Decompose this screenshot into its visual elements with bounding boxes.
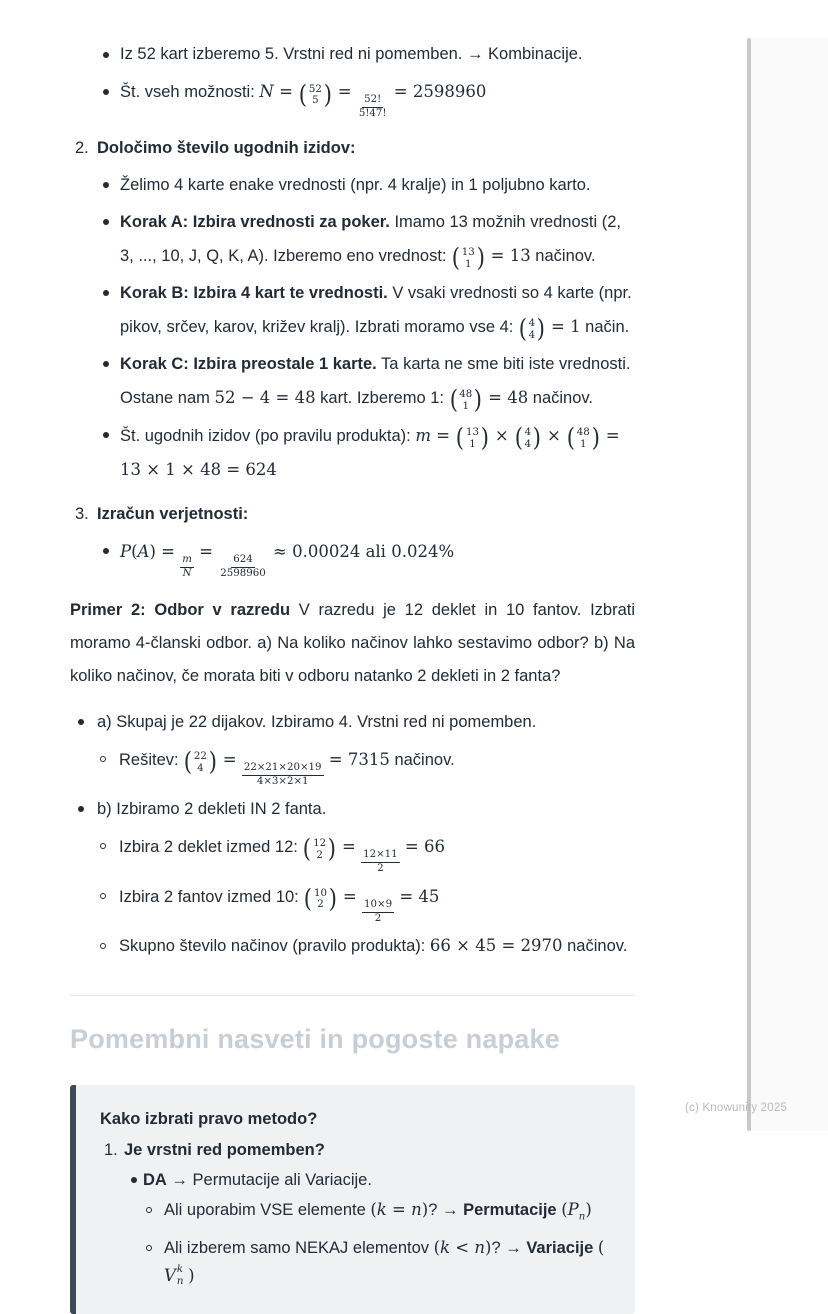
circle-list (97, 743, 635, 789)
watermark: (c) Knowunity 2025 (685, 1102, 788, 1114)
item-number: 1. (104, 1141, 118, 1160)
bullet-icon (103, 182, 109, 188)
list-item-content (120, 348, 635, 415)
list-item (70, 706, 635, 789)
math-roman: ) (485, 1237, 492, 1257)
math-expression (188, 1266, 194, 1285)
paragraph (70, 594, 635, 693)
math-roman: ( (561, 1200, 568, 1220)
binomial-bottom: 4 (528, 329, 536, 341)
math-roman: ( (597, 1237, 605, 1257)
numbered-item (100, 1136, 609, 1289)
fraction-numerator: 10×9 (362, 899, 394, 913)
list-item (70, 169, 635, 202)
bullet-list (70, 706, 635, 964)
list-item (70, 348, 635, 415)
list-item-content (120, 535, 635, 581)
callout-box (70, 1085, 635, 1313)
math-var-supsub (164, 1262, 184, 1290)
section-divider (70, 995, 635, 996)
numbered-item-children (70, 535, 635, 581)
list-item (97, 743, 635, 789)
text-run: Skupno število načinov (pravilo produkta): (119, 937, 430, 956)
math-roman: = 13 × 1 × 48 = 624 (120, 425, 620, 479)
numbered-item (70, 498, 635, 581)
binomial-top: 48 (576, 427, 590, 439)
numbered-item-children (100, 1166, 609, 1289)
binomial-top: 13 (461, 247, 475, 259)
math-roman: = (336, 836, 362, 856)
subscript: n (176, 1275, 184, 1287)
paren-close: ) (536, 314, 546, 344)
binomial-top: 13 (465, 427, 479, 439)
text-run: a) Skupaj je 22 dijakov. Izbiramo 4. Vrstni red ni pomemben. (97, 712, 537, 731)
math-roman: 52 − 4 = 48 (214, 387, 316, 407)
math-variable: V (164, 1265, 176, 1285)
bold-text: Permutacije (463, 1201, 557, 1220)
math-roman: = 7315 (323, 749, 390, 769)
binomial-stack (465, 427, 480, 450)
math-roman: ) = (149, 541, 181, 561)
bold-text: Variacije (526, 1238, 594, 1257)
text-run: Rešitev: (119, 750, 184, 769)
fraction-denominator: 5!47! (358, 108, 387, 120)
scrollbar-thumb[interactable] (747, 38, 751, 1131)
list-item (100, 1166, 609, 1289)
math-roman: = (217, 749, 242, 769)
binomial-top: 52 (308, 83, 322, 95)
binomial-stack (313, 888, 328, 911)
fraction-denominator: 2 (377, 862, 384, 874)
bullet-list (70, 38, 635, 121)
math-roman: 66 × 45 = 2970 (429, 936, 563, 956)
paren-open: ( (514, 423, 523, 453)
list-item-content (143, 1166, 609, 1289)
math-expression (518, 314, 581, 344)
subscript: n (578, 1211, 586, 1223)
math-roman: ( (370, 1200, 377, 1220)
list-item (97, 830, 635, 876)
math-variable: k (440, 1237, 451, 1257)
math-roman: ( (433, 1237, 441, 1257)
superscript: k (176, 1263, 184, 1275)
binomial-top: 10 (314, 888, 328, 900)
fraction (242, 762, 324, 789)
fraction (361, 849, 400, 876)
binomial-top: 4 (528, 318, 536, 330)
math-expression (370, 1200, 428, 1219)
binomial-stack (458, 389, 473, 412)
bullet-icon (103, 219, 109, 225)
list-item-content (119, 743, 635, 789)
list-item-content (120, 75, 635, 121)
fraction-numerator: 12×11 (361, 849, 400, 863)
fraction (362, 899, 394, 926)
list-item-content (120, 206, 635, 273)
list-item (70, 793, 635, 964)
binomial-top: 4 (524, 427, 532, 439)
binomial-top: 48 (459, 389, 473, 401)
paren-open: ( (449, 385, 458, 415)
bullet-icon (103, 290, 109, 296)
paren-close: ) (532, 423, 542, 453)
fraction-denominator: 2 (374, 912, 382, 924)
bullet-icon (131, 1177, 137, 1183)
paren-close: ) (591, 423, 600, 453)
binomial-coefficient (302, 834, 337, 864)
binomial-coefficient (518, 314, 546, 344)
paren-close: ) (208, 747, 217, 777)
binomial-bottom: 1 (580, 438, 587, 450)
paren-open: ( (304, 884, 313, 914)
math-expression (430, 936, 563, 955)
math-variable: n (474, 1237, 486, 1257)
binomial-stack (528, 318, 537, 341)
math-roman: = (431, 425, 456, 445)
list-item (70, 277, 635, 344)
math-expression (449, 385, 529, 415)
list-item (70, 38, 635, 71)
bullet-icon (103, 89, 109, 95)
binomial-stack (308, 84, 323, 107)
circle-icon (100, 843, 106, 849)
fraction (218, 554, 268, 581)
binomial-bottom: 5 (312, 94, 319, 106)
bullet-icon (103, 548, 109, 554)
item-number: 3. (75, 504, 89, 523)
text-run: ? → (491, 1238, 527, 1257)
list-item-content (119, 830, 635, 876)
math-roman: ) (421, 1200, 429, 1220)
circle-list (143, 1196, 609, 1289)
circle-icon (146, 1245, 152, 1251)
math-roman: ) (188, 1265, 195, 1285)
text-run: Želimo 4 karte enake vrednosti (npr. 4 kralje) in 1 poljubno karto. (120, 175, 591, 194)
math-expression (120, 541, 455, 579)
bold-text: Korak A: Izbira vrednosti za poker. (120, 212, 390, 231)
text-run: načinov. (562, 937, 628, 956)
text-run: Imamo 13 možnih vrednosti (2, 3, ..., 10, J, Q, K, A). Izberemo eno vrednost: (120, 212, 621, 265)
circle-icon (146, 1207, 152, 1213)
bullet-list (70, 169, 635, 487)
item-number: 2. (75, 138, 89, 157)
paren-close: ) (476, 243, 485, 273)
paren-open: ( (303, 834, 312, 864)
text-run: Ali uporabim VSE elemente (164, 1201, 371, 1220)
math-roman: = (273, 82, 299, 101)
math-roman: × (541, 425, 567, 445)
paren-open: ( (298, 79, 308, 109)
binomial-stack (193, 751, 208, 774)
binomial-coefficient (303, 884, 337, 914)
bold-text: Kako izbrati pravo metodo? (100, 1110, 318, 1129)
bullet-icon (78, 806, 84, 812)
math-roman: = (193, 541, 219, 561)
list-item-content (120, 38, 635, 71)
math-roman: < (450, 1237, 475, 1257)
paren-open: ( (451, 243, 461, 273)
binomial-coefficient (566, 423, 600, 453)
math-variable: N (259, 82, 274, 101)
list-item (143, 1196, 609, 1231)
fraction-denominator: N (182, 567, 192, 579)
math-expression (303, 884, 440, 924)
numbered-item-row (70, 498, 635, 531)
math-roman: = 13 (485, 245, 531, 265)
list-item-content (120, 277, 635, 344)
bold-text: Korak B: Izbira 4 kart te vrednosti. (120, 283, 388, 302)
list-item-content (119, 880, 635, 926)
paren-close: ) (480, 423, 489, 453)
binomial-bottom: 1 (462, 400, 469, 412)
list-item (70, 419, 635, 487)
fraction-denominator: 2598960 (220, 567, 266, 579)
math-roman: = (332, 82, 357, 101)
binomial-stack (312, 838, 327, 861)
math-expression (561, 1200, 592, 1223)
fraction-denominator: 4×3×2×1 (256, 775, 309, 787)
fraction-numerator: m (180, 554, 194, 568)
binomial-top: 12 (313, 838, 327, 850)
page-gutter (751, 38, 828, 1131)
math-variable: k (376, 1200, 387, 1220)
paren-open: ( (566, 423, 576, 453)
bullet-list (70, 535, 635, 581)
circle-icon (100, 943, 106, 949)
numbered-item (70, 132, 635, 487)
binomial-bottom: 2 (317, 899, 324, 911)
binomial-coefficient (451, 243, 485, 273)
supsub-stack (177, 1264, 184, 1288)
numbered-item-row (70, 132, 635, 165)
paren-close: ) (327, 834, 337, 864)
numbered-item-row (100, 1136, 609, 1164)
binomial-stack (576, 427, 591, 450)
item-title: Je vrstni red pomemben? (124, 1141, 325, 1160)
bullet-icon (103, 432, 109, 438)
bullet-list (100, 1166, 609, 1289)
binomial-top: 22 (193, 751, 207, 763)
list-item-content (97, 706, 635, 789)
math-variable: n (411, 1200, 422, 1220)
paren-close: ) (328, 884, 337, 914)
math-variable: m (415, 425, 431, 445)
paren-close: ) (473, 385, 483, 415)
binomial-coefficient (183, 747, 217, 777)
text-run: Ali izberem samo NEKAJ elementov (164, 1238, 434, 1257)
math-roman: ( (131, 541, 138, 561)
binomial-bottom: 1 (469, 438, 476, 450)
math-var-subscript (567, 1200, 586, 1223)
bold-text: Primer 2: Odbor v razredu (70, 600, 291, 619)
fraction (357, 94, 389, 121)
circle-list (97, 830, 635, 964)
math-expression (214, 388, 315, 407)
math-expression (259, 79, 487, 120)
paren-open: ( (183, 747, 193, 777)
numbered-item-children (70, 169, 635, 487)
math-roman: = 2598960 (388, 82, 487, 101)
math-roman: = 66 (399, 836, 445, 856)
math-expression (451, 243, 531, 273)
math-roman: = 45 (394, 886, 440, 906)
math-expression (434, 1238, 492, 1257)
list-item (97, 929, 635, 963)
paren-open: ( (456, 423, 465, 453)
math-roman: = 1 (545, 316, 581, 336)
text-run: Ta karta ne sme biti iste vrednosti. Ostane nam (120, 354, 631, 407)
list-item (70, 206, 635, 273)
circle-icon (100, 756, 106, 762)
list-item (70, 75, 635, 121)
math-variable: P (567, 1200, 579, 1220)
paragraph (100, 1105, 609, 1133)
item-title: Izračun verjetnosti: (97, 504, 249, 523)
list-item (70, 535, 635, 581)
math-variable: A (137, 541, 150, 561)
text-run: načinov. (530, 246, 596, 265)
binomial-coefficient (298, 79, 332, 109)
math-roman: × (489, 425, 514, 445)
paren-close: ) (323, 79, 332, 109)
math-roman: = (337, 886, 363, 906)
paren-open: ( (518, 314, 527, 344)
fraction (180, 554, 194, 581)
list-item-content (120, 419, 635, 487)
text-run: → Permutacije ali Variacije. (166, 1171, 372, 1190)
math-roman: ) (585, 1200, 592, 1220)
circle-icon (100, 893, 106, 899)
list-item-content (164, 1196, 609, 1231)
text-run: V vsaki vrednosti so 4 karte (npr. pikov, srčev, karov, križev kralj). Izbrati moramo vse 4: (120, 283, 632, 336)
binomial-stack (524, 427, 533, 450)
binomial-bottom: 2 (316, 849, 323, 861)
fraction-numerator: 22×21×20×19 (242, 762, 324, 776)
text-run: način. (580, 317, 630, 336)
math-roman: = 48 (482, 387, 529, 407)
content-column (70, 34, 635, 1314)
binomial-coefficient (455, 423, 489, 453)
bullet-icon (103, 361, 109, 367)
binomial-bottom: 4 (197, 762, 204, 774)
text-run: načinov. (528, 388, 594, 407)
list-item-content (119, 929, 635, 963)
math-roman: = (386, 1200, 412, 1220)
math-roman: ≈ 0.00024 ali 0.024% (267, 541, 455, 561)
math-expression (302, 834, 445, 874)
text-run: Št. ugodnih izidov (po pravilu produkta): (120, 426, 416, 445)
bullet-icon (78, 719, 84, 725)
bold-text: DA (143, 1171, 167, 1190)
binomial-bottom: 1 (464, 258, 472, 270)
text-run: b) Izbiramo 2 dekleti IN 2 fanta. (97, 799, 327, 818)
fraction-numerator: 52! (362, 94, 383, 108)
fraction-numerator: 624 (231, 554, 255, 568)
bullet-icon (103, 52, 109, 58)
text-run: Izbira 2 fantov izmed 10: (119, 887, 304, 906)
text-run: Št. vseh možnosti: (120, 83, 260, 101)
list-item-content (97, 793, 635, 964)
bold-text: Korak C: Izbira preostale 1 karte. (120, 354, 377, 373)
text-run: kart. Izberemo 1: (315, 388, 449, 407)
math-variable: P (120, 541, 132, 561)
list-item-content (164, 1234, 609, 1290)
list-item (143, 1234, 609, 1290)
text-run: ? → (428, 1201, 464, 1220)
text-run: načinov. (389, 750, 455, 769)
binomial-bottom: 4 (524, 438, 532, 450)
list-item (97, 880, 635, 926)
text-run: Izbira 2 deklet izmed 12: (119, 837, 303, 856)
binomial-coefficient (514, 423, 542, 453)
item-title: Določimo število ugodnih izidov: (97, 138, 356, 157)
section-heading: Pomembni nasveti in pogoste napake (70, 1024, 560, 1055)
list-item-content (120, 169, 635, 202)
text-run: V razredu je 12 deklet in 10 fantov. Izbrati moramo 4-članski odbor. a) Na koliko načinov lahko sestavimo odbor? b) Na koliko načinov, če morata biti v odboru natanko 2 dekleti in 2 fanta? (70, 600, 635, 685)
binomial-stack (461, 247, 476, 270)
binomial-coefficient (449, 385, 483, 415)
text-run: Iz 52 kart izberemo 5. Vrstni red ni pomemben. → Kombinacije. (120, 45, 583, 63)
